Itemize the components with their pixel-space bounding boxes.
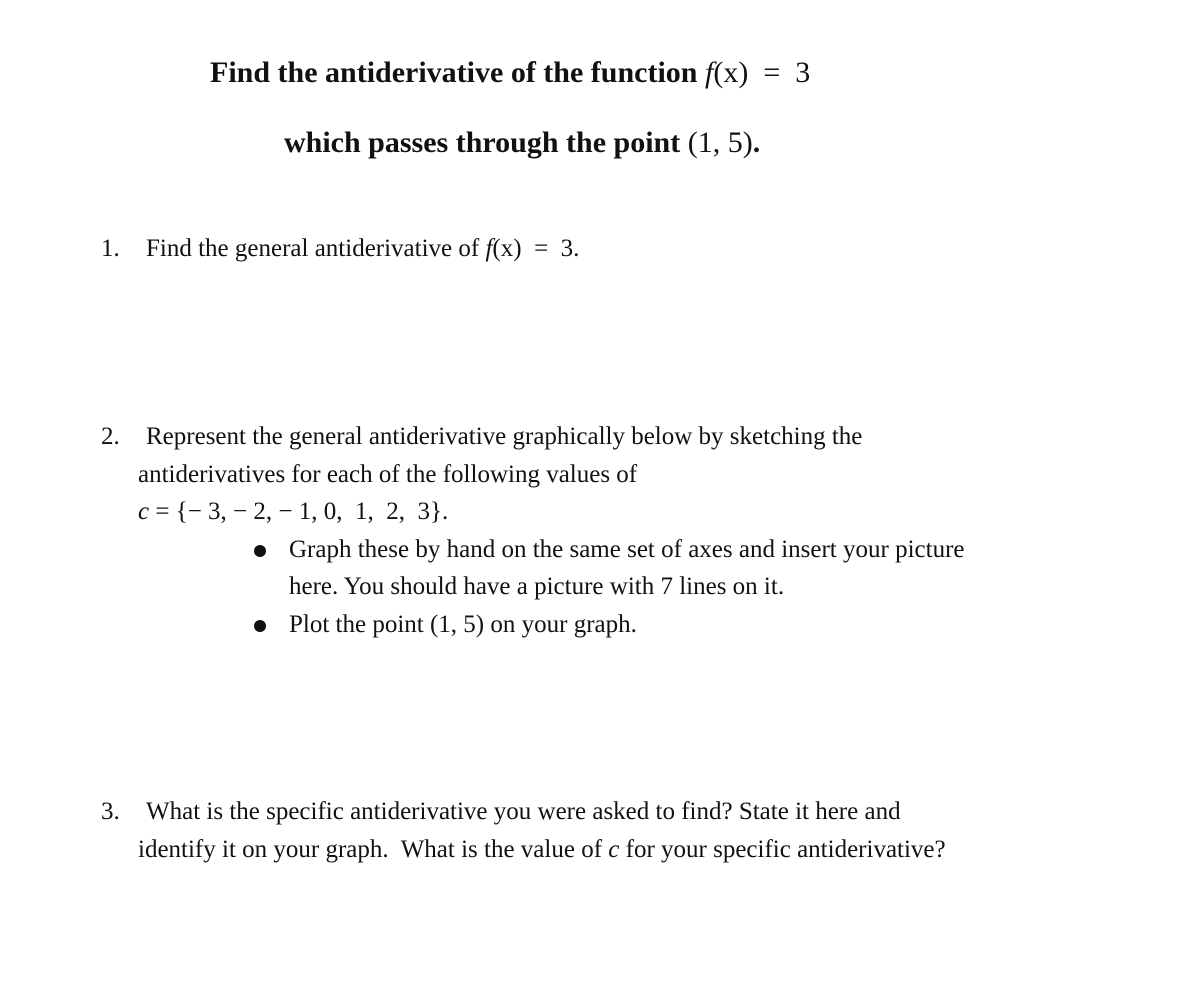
question-2-c-values: c = {− 3, − 2, − 1, 0, 1, 2, 3}. [138, 498, 449, 525]
question-3-line-2: identify it on your graph. What is the value of c for your specific antiderivative? [138, 836, 946, 863]
question-3-line-1: What is the specific antiderivative you were asked to find? State it here and [146, 798, 901, 825]
title-function-expression: f(x) = 3 [705, 56, 811, 89]
title-point-expression: (1, 5) [687, 126, 753, 159]
bullet-1-dot [254, 545, 266, 557]
title-line-2: which passes through the point (1, 5). [284, 126, 761, 159]
question-1-number: 1. [101, 235, 120, 262]
title-line-1-text: Find the antiderivative of the function [210, 56, 705, 89]
title-line-1 [210, 56, 810, 90]
question-2-number: 2. [101, 423, 120, 450]
bullet-1-line-1: Graph these by hand on the same set of axes and insert your picture [289, 536, 965, 563]
question-1-text: Find the general antiderivative of f(x) = 3. [146, 235, 580, 262]
bullet-2-dot [254, 620, 266, 632]
title-line-2-text: which passes through the point [284, 126, 688, 159]
question-3-number: 3. [101, 798, 120, 825]
bullet-1-line-2: here. You should have a picture with 7 lines on it. [289, 573, 785, 600]
question-2-line-2: antiderivatives for each of the following values of [138, 461, 638, 488]
question-2-line-1: Represent the general antiderivative graphically below by sketching the [146, 423, 863, 450]
bullet-2-line-1: Plot the point (1, 5) on your graph. [289, 611, 637, 638]
